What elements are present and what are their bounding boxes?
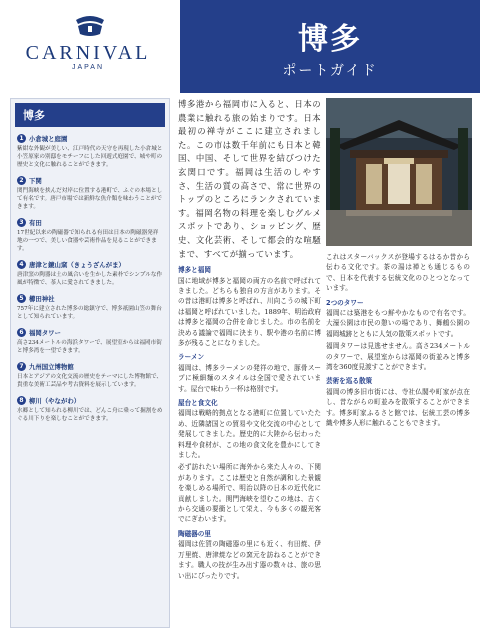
ship-logo-icon xyxy=(72,14,108,40)
sidebar-item-head: 小倉城と庭園 xyxy=(29,135,68,143)
logo-sub: JAPAN xyxy=(71,64,105,71)
number-badge: 1 xyxy=(17,134,26,143)
sidebar-item-head: 唐津と鏡山窯（きょうざんがま） xyxy=(29,261,125,269)
paragraph: 福岡は戦略的拠点となる港町に位置していたため、近隣諸国との貿易や文化交流の中心として発展してきました。歴史的に大陸から伝わった料理や食材が、この地の食文化を豊かにしてきました。 xyxy=(178,409,321,460)
paragraph: 必ず訪れたい場所に海外から来た人々の、下関があります。ここは歴史と自然が調和した景観を楽しめる場所で、明治以降の日本の近代化に貢献しました。関門海峡を望むこの地は、古くから交通の要衝として栄え、今も多くの観光客でにぎわいます。 xyxy=(178,463,321,524)
sidebar-item-text: 17世紀以来の陶磁器で知られる有田は日本の陶磁器発祥地の一つで、美しい食器や芸術作品を見ることができます。 xyxy=(17,230,159,252)
page-subtitle: ポートガイド xyxy=(282,63,378,79)
number-badge: 2 xyxy=(17,176,26,185)
paragraph: 福岡タワーは見逃せません。高さ234メートルのタワーで、展望室からは福岡の街並みと博多湾を360度見渡すことができます。 xyxy=(326,342,470,372)
sidebar-item xyxy=(11,211,169,253)
section-heading: 芸術を巡る散策 xyxy=(326,377,373,386)
sidebar-item-head: 福岡タワー xyxy=(29,329,61,337)
page-title: 博多 xyxy=(298,22,362,57)
sidebar-item-head: 九州国立博物館 xyxy=(29,363,74,371)
number-badge: 4 xyxy=(17,260,26,269)
paragraph: これはスターバックスが登場するはるか昔から伝わる文化です。茶の湯は禅とも通じるもので、日本を代表する伝統文化のひとつとなっています。 xyxy=(326,253,470,293)
title-band xyxy=(180,0,480,93)
article-column-2 xyxy=(326,252,470,628)
intro-paragraph: 博多港から福岡市に入ると、日本の農業に触れる旅の始まりです。日本最初の禅寺がここに建立されました。この市は数千年前にも日本と韓国、中国、そして世界を結びつけた玄関口です。福岡は生活のしやすさ、生活の質の高さで、常に世界のトップのところにランクされています。福岡名物の料理を楽しむグルメスポットであり、ショッピング、歴史、文化芸術、そして都会的な喧騒まで、すべてが揃っています。 xyxy=(178,99,321,259)
paragraph: 福岡には築港をもつ鮮やかなもので有名です。大濠公園は市民の憩いの場であり、舞鶴公園の福岡城跡とともに人気の散策スポットです。 xyxy=(326,309,470,338)
logo-name: CARNIVAL xyxy=(25,42,151,64)
logo xyxy=(0,0,176,93)
sidebar-item-head: 柳川（やながわ） xyxy=(29,397,81,405)
sidebar-item-text: 日本とアジアの文化交流の歴史をテーマにした博物館で、貴重な美術工芸品や考古資料を展示しています。 xyxy=(17,374,163,388)
sidebar-item xyxy=(11,253,169,287)
paragraph: 国に地域が博多と福岡の両方の名前で呼ばれてきました。どちらも独自の方言があります。その昔は港町は博多と呼ばれ、川向こうの城下町は福岡と呼ばれていました。1889年、明治政府は博多と福岡の合併を命じました。市の名前を決める議論で福岡に決まり、駅や港の名前に博多が残ることになりました。 xyxy=(178,276,321,347)
number-badge: 3 xyxy=(17,218,26,227)
section-heading: 陶磁器の里 xyxy=(178,529,211,538)
sidebar-item xyxy=(11,287,169,321)
section-heading: 博多と福岡 xyxy=(178,266,211,275)
section-heading: 屋台と食文化 xyxy=(178,399,218,407)
sidebar-item-text: 唐津窯の陶器は土の風合いを生かした素朴でシンプルな作風が特徴で、茶人に愛されてきました。 xyxy=(17,272,163,286)
number-badge: 6 xyxy=(17,328,26,337)
sidebar-item xyxy=(11,127,169,169)
sidebar-item xyxy=(11,355,169,389)
sidebar xyxy=(10,98,170,628)
sidebar-item-text: 紫紺な外観が美しい、江戸時代の天守を再現した小倉城と小笠原家の別邸をモチーフにした回遊式庭園で、城や町の歴史と文化に触れることができます。 xyxy=(17,146,163,168)
section-heading: 2つのタワー xyxy=(326,298,364,307)
sidebar-item-text: 高さ234メートルの海浜タワーで、展望室からは福岡市街と博多湾を一望できます。 xyxy=(17,340,162,354)
sidebar-item-head: 有田 xyxy=(29,219,42,227)
sidebar-item-text: 関門海峡を挟んだ対岸に位置する港町で、ふぐの本場として有名です。唐戸市場では新鮮な魚介類を味わうことができます。 xyxy=(17,188,163,210)
sidebar-item-head: 櫛田神社 xyxy=(29,295,55,303)
sidebar-title: 博多 xyxy=(15,103,165,127)
sidebar-item-text: 757年に建立された博多の総鎮守で、博多祇園山笠の舞台として知られています。 xyxy=(17,306,162,320)
paragraph: 福岡は、博多ラーメンの発祥の地で、豚骨スープに極細麺のスタイルは全国で愛されています。屋台で味わう一杯は格別です。 xyxy=(178,363,321,393)
sidebar-item xyxy=(11,321,169,355)
section-heading: ラーメン xyxy=(178,353,205,362)
page-header xyxy=(0,0,480,93)
sidebar-item xyxy=(11,389,169,423)
paragraph: 福岡の博多旧市街には、寺社仏閣や町家が点在し、昔ながらの町並みを散策することができます。博多町家ふるさと館では、伝統工芸の博多織や博多人形に触れることもできます。 xyxy=(326,387,470,428)
shrine-photo xyxy=(326,98,472,246)
number-badge: 8 xyxy=(17,396,26,405)
number-badge: 5 xyxy=(17,294,26,303)
sidebar-item-head: 下関 xyxy=(29,177,42,185)
number-badge: 7 xyxy=(17,362,26,371)
article-column-1 xyxy=(178,98,321,628)
paragraph: 福岡は佐賀の陶磁器の里にも近く、有田焼、伊万里焼、唐津焼などの窯元を訪ねることができます。職人の技が生み出す器の数々は、旅の思い出にぴったりです。 xyxy=(178,540,321,580)
sidebar-item-text: 水郷として知られる柳川では、どんこ舟に乗って掘割をめぐる川下りを楽しむことができます。 xyxy=(17,408,163,422)
sidebar-item xyxy=(11,169,169,211)
shrine-image xyxy=(326,98,472,246)
